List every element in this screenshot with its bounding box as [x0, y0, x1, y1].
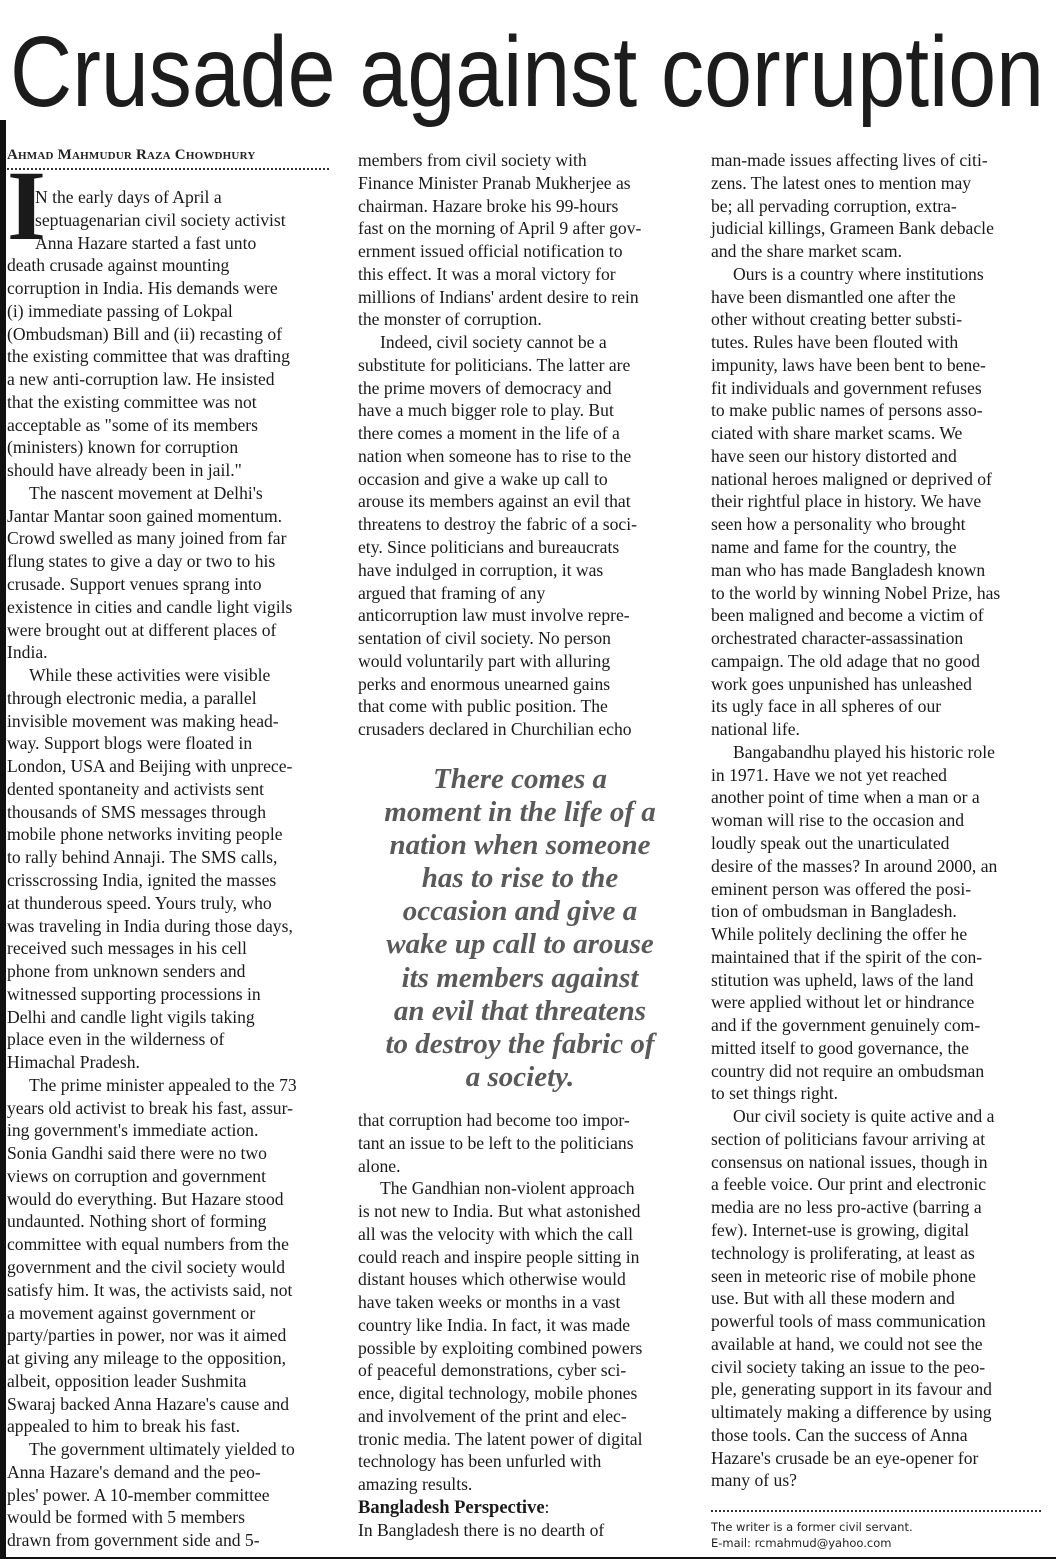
text-line: few). Internet-use is growing, digital	[711, 1219, 969, 1240]
text-line: argued that framing of any	[358, 582, 546, 603]
text-line: sentation of civil society. No person	[358, 628, 611, 649]
pull-quote	[358, 763, 682, 1094]
text-line: dented spontaneity and activists sent	[7, 778, 265, 799]
text-line: Bangabandhu played his historic role	[733, 741, 995, 762]
text-line: country did not require an ombudsman	[711, 1060, 985, 1081]
text-line: ing government's immediate action.	[7, 1120, 259, 1141]
text-line: The Gandhian non-violent approach	[380, 1178, 635, 1199]
text-line: years old activist to break his fast, assur-	[7, 1097, 293, 1118]
pull-quote-line: a society.	[465, 1060, 575, 1093]
subhead-colon: :	[544, 1497, 550, 1518]
text-line: have indulged in corruption, it was	[358, 559, 604, 580]
text-line: London, USA and Beijing with unprece-	[7, 756, 293, 777]
text-line: and the share market scam.	[711, 241, 903, 262]
text-line: Anna Hazare's demand and the peo-	[7, 1461, 261, 1482]
text-line: Delhi and candle light vigils taking	[7, 1006, 255, 1027]
text-line: anticorruption law must involve repre-	[358, 605, 630, 626]
text-line: Jantar Mantar soon gained momentum.	[7, 505, 283, 526]
text-line: man who has made Bangladesh known	[711, 559, 986, 580]
article-column-2	[358, 149, 692, 741]
article-column-2-continued	[358, 1109, 692, 1542]
text-line: the prime movers of democracy and	[358, 377, 612, 398]
text-line: and involvement of the print and elec-	[358, 1405, 627, 1426]
text-line: a feeble voice. Our print and electronic	[711, 1174, 987, 1195]
text-line: views on corruption and government	[7, 1165, 266, 1186]
text-line: were applied without let or hindrance	[711, 992, 975, 1013]
text-line: The prime minister appealed to the 73	[29, 1074, 297, 1095]
text-line: seen in meteoric rise of mobile phone	[711, 1265, 976, 1286]
article-column-1	[7, 186, 339, 1552]
text-line: another point of time when a man or a	[711, 787, 980, 808]
text-line: corruption in India. His demands were	[7, 278, 278, 299]
text-line: was traveling in India during those days,	[7, 915, 293, 936]
text-line: could reach and inspire people sitting in	[358, 1246, 640, 1267]
text-line: ciated with share market scams. We	[711, 423, 963, 444]
text-line: albeit, opposition leader Sushmita	[7, 1370, 247, 1391]
text-line: campaign. The old adage that no good	[711, 650, 980, 671]
text-line: orchestrated character-assassination	[711, 628, 964, 649]
text-line: While these activities were visible	[29, 665, 271, 686]
text-line: occasion and give a wake up call to	[358, 468, 608, 489]
headline-text: Crusade against corruption	[10, 16, 1044, 128]
paragraph	[711, 1105, 1047, 1492]
text-line: Hazare's crusade be an eye-opener for	[711, 1447, 979, 1468]
pull-quote-line: has to rise to the	[421, 862, 619, 895]
text-line: Our civil society is quite active and a	[733, 1106, 995, 1127]
text-line: the existing committee that was drafting	[7, 346, 290, 367]
text-line: at thunderous speed. Yours truly, who	[7, 892, 272, 913]
text-line: chairman. Hazare broke his 99-hours	[358, 195, 619, 216]
text-line: would voluntarily part with alluring	[358, 650, 611, 671]
text-line: tutes. Rules have been flouted with	[711, 332, 959, 353]
text-line: a movement against government or	[7, 1302, 256, 1323]
paragraph	[7, 1074, 339, 1438]
text-line: been maligned and become a victim of	[711, 605, 984, 626]
text-line: crusaders declared in Churchilian echo	[358, 719, 632, 740]
paragraph	[7, 664, 339, 1074]
text-line: through electronic media, a parallel	[7, 687, 257, 708]
text-line: millions of Indians' ardent desire to rein	[358, 286, 639, 307]
text-line: and if the government genuinely com-	[711, 1015, 981, 1036]
author-footer	[711, 1520, 913, 1551]
text-line: thousands of SMS messages through	[7, 801, 267, 822]
text-line: technology is proliferating, at least as	[711, 1242, 975, 1263]
text-line: section of politicians favour arriving at	[711, 1128, 986, 1149]
text-line: man-made issues affecting lives of citi-	[711, 150, 988, 170]
author-byline: Ahmad Mahmudur Raza Chowdhury	[7, 147, 329, 170]
text-line: have taken weeks or months in a vast	[358, 1292, 621, 1313]
text-line: crusade. Support venues sprang into	[7, 574, 262, 595]
text-line: place even in the wilderness of	[7, 1029, 225, 1050]
text-line: committee with equal numbers from the	[7, 1234, 289, 1255]
text-line: members from civil society with	[358, 150, 587, 170]
text-line: acceptable as "some of its members	[7, 414, 258, 435]
text-line: (i) immediate passing of Lokpal	[7, 300, 233, 321]
text-line: stitution was upheld, laws of the land	[711, 969, 974, 990]
text-line: septuagenarian civil society activist	[35, 209, 286, 230]
text-line: threatens to destroy the fabric of a soci-	[358, 514, 637, 535]
text-line: Swaraj backed Anna Hazare's cause and	[7, 1393, 290, 1414]
text-line: desire of the masses? In around 2000, an	[711, 855, 998, 876]
text-line: nation when someone has to rise to the	[358, 445, 632, 466]
text-line: many of us?	[711, 1470, 797, 1491]
text-line: loudly speak out the unarticulated	[711, 832, 950, 853]
text-line: the monster of corruption.	[358, 309, 542, 330]
text-line: to make public names of persons asso-	[711, 400, 983, 421]
text-line: possible by exploiting combined powers	[358, 1337, 643, 1358]
pull-quote-line: There comes a	[433, 763, 607, 795]
pull-quote-line: its members against	[401, 961, 639, 994]
paragraph	[711, 263, 1047, 741]
text-line: government and the civil society would	[7, 1256, 286, 1277]
text-line: invisible movement was making head-	[7, 710, 279, 731]
text-line: In Bangladesh there is no dearth of	[358, 1519, 605, 1540]
drop-cap: I	[7, 150, 46, 261]
text-line: at giving any mileage to the opposition,	[7, 1348, 287, 1369]
pull-quote-line: moment in the life of a	[384, 796, 656, 829]
pull-quote-line: an evil that threatens	[393, 994, 647, 1027]
text-line: all was the velocity with which the call	[358, 1223, 634, 1244]
author-email: E-mail: rcmahmud@yahoo.com	[711, 1535, 892, 1550]
text-line: Finance Minister Pranab Mukherjee as	[358, 172, 631, 193]
paragraph	[358, 149, 692, 331]
text-line: alone.	[358, 1155, 401, 1176]
text-line: there comes a moment in the life of a	[358, 423, 620, 444]
text-line: fast on the morning of April 9 after gov-	[358, 218, 642, 239]
text-line: existence in cities and candle light vigils	[7, 596, 293, 617]
subhead-line	[358, 1496, 692, 1519]
text-line: have a much bigger role to play. But	[358, 400, 614, 421]
text-line: country like India. In fact, it was made	[358, 1314, 631, 1335]
text-line: flung states to give a day or two to his	[7, 551, 276, 572]
text-line: of peaceful demonstrations, cyber sci-	[358, 1360, 627, 1381]
text-line: Sonia Gandhi said there were no two	[7, 1143, 267, 1164]
text-line: The government ultimately yielded to	[29, 1439, 295, 1460]
text-line: ernment issued official notification to	[358, 241, 623, 262]
text-line: received such messages in his cell	[7, 938, 247, 959]
text-line: to the world by winning Nobel Prize, has	[711, 582, 1001, 603]
text-line: that the existing committee was not	[7, 391, 257, 412]
text-line: (Ombudsman) Bill and (ii) recasting of	[7, 323, 283, 344]
text-line: perks and enormous unearned gains	[358, 673, 611, 694]
text-line: substitute for politicians. The latter are	[358, 354, 631, 375]
text-line: Ours is a country where institutions	[733, 263, 984, 284]
text-line: other without creating better substi-	[711, 309, 963, 330]
paragraph	[7, 186, 339, 482]
text-line: distant houses which otherwise would	[358, 1269, 626, 1290]
text-line: have seen our history distorted and	[711, 445, 957, 466]
paragraph	[358, 1177, 692, 1496]
text-line: a new anti-corruption law. He insisted	[7, 369, 275, 390]
text-line: tant an issue to be left to the politicians	[358, 1132, 634, 1153]
text-line: national life.	[711, 719, 800, 740]
text-line: ple, generating support in its favour and	[711, 1379, 992, 1400]
text-line: use. But with all these modern and	[711, 1288, 955, 1309]
text-line: powerful tools of mass communication	[711, 1311, 986, 1332]
text-line: ence, digital technology, mobile phones	[358, 1383, 638, 1404]
text-line: way. Support blogs were floated in	[7, 733, 253, 754]
paragraph	[711, 741, 1047, 1105]
text-line: have been dismantled one after the	[711, 286, 956, 307]
text-line: tion of ombudsman in Bangladesh.	[711, 901, 957, 922]
text-line: to set things right.	[711, 1083, 839, 1104]
text-line: judicial killings, Grameen Bank debacle	[711, 218, 994, 239]
text-line: ples' power. A 10-member committee	[7, 1484, 270, 1505]
paragraph	[7, 482, 339, 664]
text-line: that come with public position. The	[358, 696, 608, 717]
text-line: zens. The latest ones to mention may	[711, 172, 972, 193]
text-line: this effect. It was a moral victory for	[358, 263, 616, 284]
text-line: woman will rise to the occasion and	[711, 810, 965, 831]
text-line: is not new to India. But what astonished	[358, 1201, 641, 1222]
text-line: party/parties in power, nor was it aimed	[7, 1325, 287, 1346]
text-line: mobile phone networks inviting people	[7, 824, 283, 845]
text-line: India.	[7, 642, 48, 663]
text-line: mitted itself to good governance, the	[711, 1037, 969, 1058]
text-line: technology has been unfurled with	[358, 1451, 602, 1472]
text-line: would be formed with 5 members	[7, 1507, 245, 1528]
text-line: death crusade against mounting	[7, 255, 230, 276]
text-line: would do everything. But Hazare stood	[7, 1188, 284, 1209]
pull-quote-line: wake up call to arouse	[386, 928, 654, 961]
text-line: seen how a personality who brought	[711, 514, 966, 535]
text-line: undaunted. Nothing short of forming	[7, 1211, 267, 1232]
headline	[8, 8, 1048, 128]
paragraph	[358, 331, 692, 741]
pull-quote-line: to destroy the fabric of	[385, 1027, 655, 1060]
text-line: phone from unknown senders and	[7, 961, 246, 982]
text-line: witnessed supporting processions in	[7, 983, 261, 1004]
text-line: Himachal Pradesh.	[7, 1052, 140, 1073]
text-line: media are no less pro-active (barring a	[711, 1197, 982, 1218]
text-line: those tools. Can the success of Anna	[711, 1424, 968, 1445]
text-line: crisscrossing India, ignited the masses	[7, 869, 277, 890]
author-bio: The writer is a former civil servant.	[711, 1520, 913, 1534]
text-line: work goes unpunished has unleashed	[711, 673, 972, 694]
text-line: fit individuals and government refuses	[711, 377, 982, 398]
text-line: N the early days of April a	[35, 187, 222, 207]
pull-quote-line: nation when someone	[389, 829, 651, 862]
left-border-bar	[0, 120, 6, 1559]
text-line: drawn from government side and 5-	[7, 1530, 260, 1551]
text-line: name and fame for the country, the	[711, 537, 957, 558]
text-line: be; all pervading corruption, extra-	[711, 195, 957, 216]
text-line: available at hand, we could not see the	[711, 1333, 983, 1354]
text-line: ultimately making a difference by using	[711, 1402, 992, 1423]
text-line: tronic media. The latent power of digital	[358, 1428, 643, 1449]
text-line: impunity, laws have been bent to bene-	[711, 354, 986, 375]
text-line: to rally behind Annaji. The SMS calls,	[7, 847, 278, 868]
text-line: While politely declining the offer he	[711, 924, 968, 945]
subhead-bangladesh-perspective: Bangladesh Perspective	[358, 1498, 545, 1519]
text-line: in 1971. Have we not yet reached	[711, 764, 947, 785]
footer-divider	[711, 1510, 1041, 1512]
paragraph	[711, 149, 1047, 263]
text-line: Anna Hazare started a fast unto	[35, 232, 257, 253]
text-line: ety. Since politicians and bureaucrats	[358, 537, 620, 558]
text-line: satisfy him. It was, the activists said, not	[7, 1279, 293, 1300]
text-line: Indeed, civil society cannot be a	[380, 332, 607, 353]
text-line: their rightful place in history. We have	[711, 491, 982, 512]
text-line: Crowd swelled as many joined from far	[7, 528, 287, 549]
text-line: maintained that if the spirit of the con-	[711, 946, 983, 967]
text-line: national heroes maligned or deprived of	[711, 468, 992, 489]
article-column-3	[711, 149, 1047, 1492]
pull-quote-line: occasion and give a	[402, 895, 638, 928]
text-line: (ministers) known for corruption	[7, 437, 239, 458]
text-line: civil society taking an issue to the peo-	[711, 1356, 986, 1377]
text-line: eminent person was offered the posi-	[711, 878, 972, 899]
text-line: were brought out at different places of	[7, 619, 277, 640]
text-line: should have already been in jail."	[7, 460, 242, 481]
text-line: its ugly face in all spheres of our	[711, 696, 942, 717]
text-line: The nascent movement at Delhi's	[29, 482, 263, 503]
text-line: appealed to him to break his fast.	[7, 1416, 241, 1437]
text-line: that corruption had become too impor-	[358, 1110, 630, 1130]
paragraph	[358, 1109, 692, 1177]
text-line: arouse its members against an evil that	[358, 491, 631, 512]
paragraph	[7, 1438, 339, 1552]
text-line: consensus on national issues, though in	[711, 1151, 988, 1172]
text-line: amazing results.	[358, 1474, 473, 1495]
